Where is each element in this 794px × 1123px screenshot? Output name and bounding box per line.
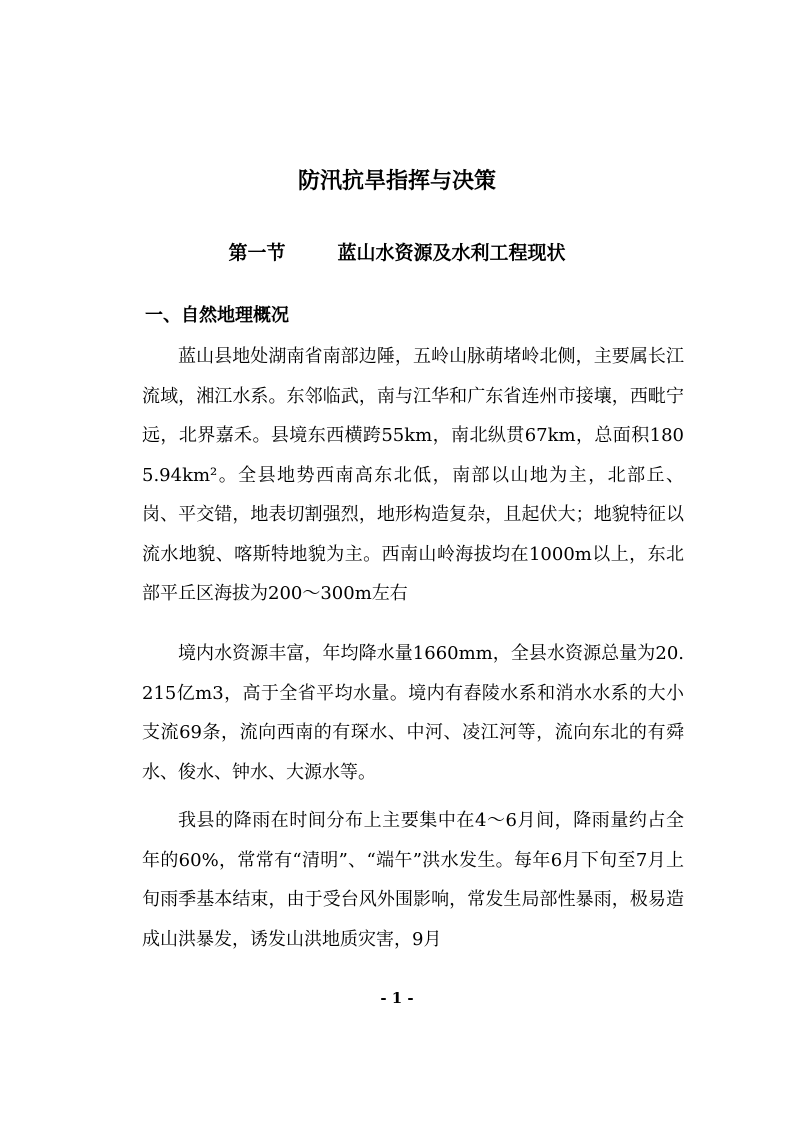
page-number: - 1 - — [380, 989, 414, 1007]
document-title: 防汛抗旱指挥与决策 — [297, 169, 496, 194]
subheading: 一、自然地理概况 — [145, 305, 289, 326]
paragraph-geography: 蓝山县地处湖南省南部边陲，五岭山脉萌堵岭北侧，主要属长江流域，湘江水系。东邻临武，南与江华和广东省连州市接壤，西毗宁远，北界嘉禾。县境东西横跨55km，南北纵贯67km，总面积1805.94km²。全县地势西南高东北低，南部以山地为主，北部丘、岗、平交错，地表切割强烈，地形构造复杂，且起伏大；地貌特征以流水地貌、喀斯特地貌为主。西南山岭海拔均在1000m以上，东北部平丘区海拔为200～300m左右 — [142, 346, 684, 604]
paragraph-rainfall: 我县的降雨在时间分布上主要集中在4～6月间，降雨量约占全年的60%，常常有“清明”、“端午”洪水发生。每年6月下旬至7月上旬雨季基本结束，由于受台风外围影响，常发生局部性暴雨，极易造成山洪暴发，诱发山洪地质灾害，9月 — [142, 810, 684, 950]
section-title: 蓝山水资源及水利工程现状 — [337, 242, 566, 264]
section-number: 第一节 — [228, 242, 286, 264]
section-heading — [0, 238, 794, 268]
paragraph-water-resources: 境内水资源丰富，年均降水量1660mm，全县水资源总量为20.215亿m3，高于全省平均水量。境内有舂陵水系和消水水系的大小支流69条，流向西南的有琛水、中河、凌江河等，流向东北的有舜水、俊水、钟水、大源水等。 — [142, 643, 684, 783]
